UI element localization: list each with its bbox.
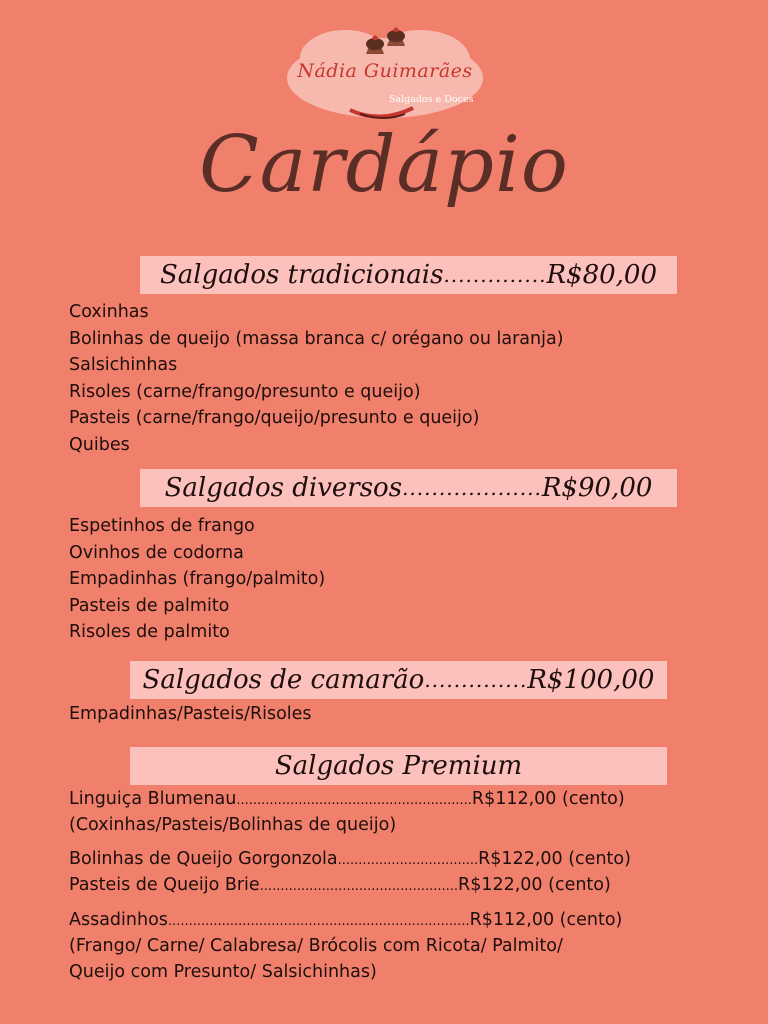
section-price: R$100,00 (527, 665, 655, 695)
item-name: Linguiça Blumenau (69, 789, 237, 809)
section-price: R$90,00 (541, 473, 653, 503)
section-banner-tradicionais (140, 256, 677, 294)
premium-item-note: (Coxinhas/Pasteis/Bolinhas de queijo) (69, 815, 397, 835)
leader-dots: .............. (424, 668, 528, 692)
list-item: Risoles (carne/frango/presunto e queijo) (69, 381, 421, 402)
logo (285, 24, 485, 126)
premium-item-gorgonzola (69, 849, 631, 869)
item-list-camarao (69, 701, 312, 728)
list-item: Coxinhas (69, 302, 149, 322)
list-item: Empadinhas/Pasteis/Risoles (69, 704, 312, 724)
item-price: R$122,00 (cento) (458, 875, 611, 895)
item-price: R$112,00 (cento) (469, 910, 623, 930)
item-name: Assadinhos (69, 910, 168, 930)
section-banner-premium (130, 747, 667, 785)
leader-dots: ......................................................................... (167, 914, 470, 929)
logo-name: Nádia Guimarães (297, 60, 473, 82)
list-item: Risoles de palmito (69, 622, 230, 642)
list-item: Bolinhas de queijo (massa branca c/ orégano ou laranja) (69, 328, 564, 349)
leader-dots: ......................................................... (236, 793, 472, 808)
section-banner-camarao (130, 661, 667, 699)
section-price: R$80,00 (546, 260, 658, 290)
section-label: Salgados tradicionais (159, 260, 444, 290)
premium-item-linguica (69, 789, 625, 809)
section-banner-diversos (140, 469, 677, 507)
premium-item-note: (Frango/ Carne/ Calabresa/ Brócolis com Ricota/ Palmito/ (69, 936, 563, 956)
leader-dots: .................................. (337, 853, 479, 868)
item-price: R$112,00 (cento) (471, 789, 625, 809)
list-item: Quibes (69, 434, 130, 455)
item-price: R$122,00 (cento) (478, 849, 631, 869)
cupcake-icon (387, 28, 405, 47)
list-item: Pasteis (carne/frango/queijo/presunto e queijo) (69, 408, 480, 428)
list-item: Ovinhos de codorna (69, 542, 244, 563)
premium-item-note: Queijo com Presunto/ Salsichinhas) (69, 962, 377, 982)
leader-dots: .............. (443, 263, 547, 287)
section-label: Salgados Premium (274, 751, 523, 781)
list-item: Empadinhas (frango/palmito) (69, 569, 326, 589)
list-item: Salsichinhas (69, 355, 178, 375)
premium-item-brie (69, 875, 611, 895)
item-list-diversos (69, 513, 325, 646)
list-item: Espetinhos de frango (69, 516, 255, 536)
section-label: Salgados diversos (164, 473, 403, 503)
item-list-tradicionais (69, 299, 564, 458)
item-name: Pasteis de Queijo Brie (69, 875, 260, 895)
page-title: Cardápio (199, 120, 569, 210)
list-item: Pasteis de palmito (69, 595, 230, 616)
section-label: Salgados de camarão (142, 665, 425, 695)
premium-item-assadinhos (69, 910, 622, 930)
logo-tagline: Salgados e Doces (389, 94, 474, 105)
leader-dots: ................... (402, 476, 542, 500)
leader-dots: ................................................ (259, 879, 459, 894)
item-name: Bolinhas de Queijo Gorgonzola (69, 849, 338, 869)
